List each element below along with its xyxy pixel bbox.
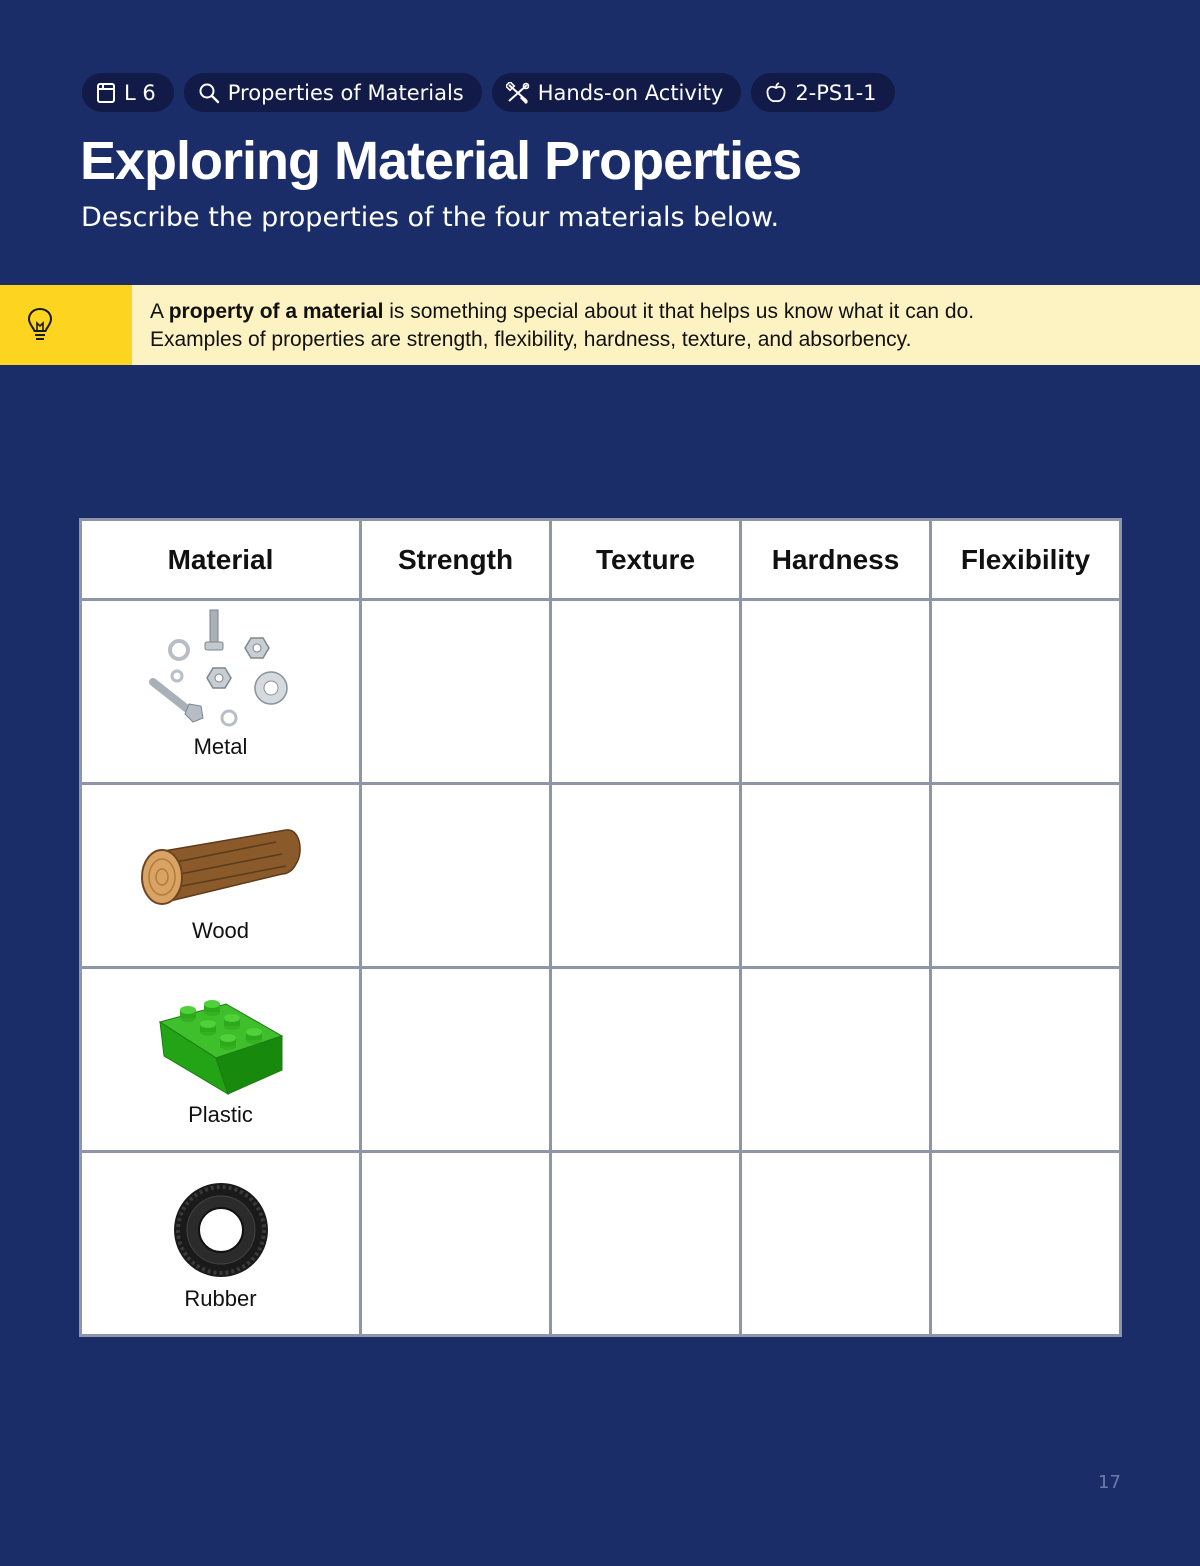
page-title: Exploring Material Properties bbox=[80, 131, 802, 191]
hardness-cell[interactable] bbox=[741, 968, 931, 1152]
material-cell-wood bbox=[81, 784, 361, 968]
flexibility-cell[interactable] bbox=[931, 968, 1121, 1152]
material-cell-plastic bbox=[81, 968, 361, 1152]
texture-cell[interactable] bbox=[551, 600, 741, 784]
callout-accent bbox=[0, 285, 132, 365]
page-subtitle: Describe the properties of the four materials below. bbox=[81, 202, 780, 233]
material-label-wood: Wood bbox=[191, 918, 250, 943]
material-label-metal: Metal bbox=[193, 734, 248, 759]
definition-examples: Examples of properties are strength, flexibility, hardness, texture, and absorbency. bbox=[150, 328, 912, 351]
metal-bolts-icon bbox=[141, 608, 301, 728]
flexibility-cell[interactable] bbox=[931, 1152, 1121, 1336]
flexibility-cell[interactable] bbox=[931, 600, 1121, 784]
definition-callout bbox=[0, 285, 1200, 365]
header-flexibility: Flexibility bbox=[931, 520, 1121, 600]
hardness-cell[interactable] bbox=[741, 600, 931, 784]
material-label-rubber: Rubber bbox=[184, 1286, 257, 1311]
book-icon bbox=[96, 82, 116, 104]
table-row bbox=[81, 784, 1121, 968]
plastic-brick-icon bbox=[156, 996, 286, 1096]
strength-cell[interactable] bbox=[361, 784, 551, 968]
texture-cell[interactable] bbox=[551, 1152, 741, 1336]
texture-cell[interactable] bbox=[551, 968, 741, 1152]
material-cell-metal bbox=[81, 600, 361, 784]
flexibility-cell[interactable] bbox=[931, 784, 1121, 968]
table-row bbox=[81, 968, 1121, 1152]
strength-cell[interactable] bbox=[361, 968, 551, 1152]
tools-icon bbox=[506, 82, 530, 104]
apple-icon bbox=[765, 82, 787, 104]
hardness-cell[interactable] bbox=[741, 1152, 931, 1336]
table-row bbox=[81, 1152, 1121, 1336]
standard-tag-label: 2-PS1-1 bbox=[795, 80, 877, 105]
rubber-tire-icon bbox=[171, 1180, 271, 1280]
page-number: 17 bbox=[1098, 1472, 1121, 1493]
definition-rest: is something special about it that helps us know what it can do. bbox=[383, 300, 975, 323]
lightbulb-icon bbox=[25, 306, 55, 344]
properties-table bbox=[79, 518, 1122, 1337]
topic-tag[interactable] bbox=[184, 73, 482, 112]
texture-cell[interactable] bbox=[551, 784, 741, 968]
definition-text bbox=[132, 285, 974, 365]
header-material: Material bbox=[81, 520, 361, 600]
activity-tag-label: Hands-on Activity bbox=[537, 80, 724, 105]
magnifier-icon bbox=[198, 82, 220, 104]
definition-term: property of a material bbox=[168, 300, 384, 323]
lesson-tag[interactable] bbox=[82, 73, 174, 112]
table-header-row bbox=[81, 520, 1121, 600]
wood-log-icon bbox=[136, 822, 306, 912]
table-row bbox=[81, 600, 1121, 784]
material-label-plastic: Plastic bbox=[188, 1102, 253, 1127]
topic-tag-label: Properties of Materials bbox=[227, 80, 464, 105]
lesson-tag-label: L 6 bbox=[124, 80, 156, 105]
header-texture: Texture bbox=[551, 520, 741, 600]
header-strength: Strength bbox=[361, 520, 551, 600]
header-hardness: Hardness bbox=[741, 520, 931, 600]
hardness-cell[interactable] bbox=[741, 784, 931, 968]
material-cell-rubber bbox=[81, 1152, 361, 1336]
strength-cell[interactable] bbox=[361, 1152, 551, 1336]
definition-lead: A bbox=[150, 300, 169, 323]
strength-cell[interactable] bbox=[361, 600, 551, 784]
standard-tag[interactable] bbox=[751, 73, 894, 112]
activity-tag[interactable] bbox=[492, 73, 742, 112]
tag-row bbox=[82, 73, 895, 112]
